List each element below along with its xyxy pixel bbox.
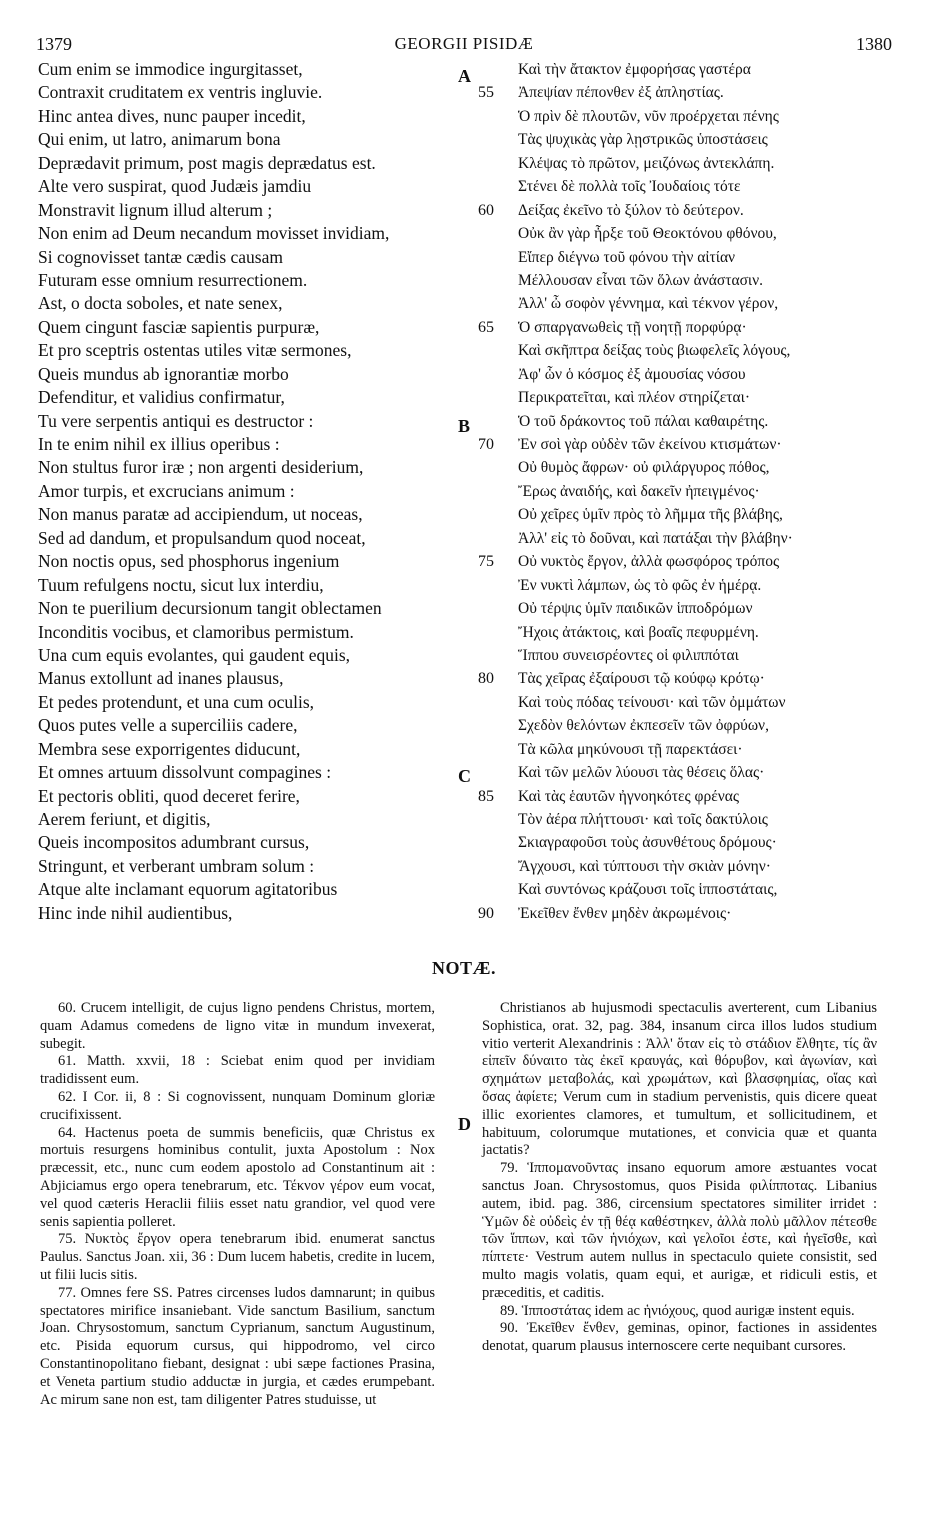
note-paragraph: 79. Ἱππομανοῦντας insano equorum amore æstuantes vocat sanctus Joan. Chrysostomus, quos Pisida φιλίππoτας. Libanius autem, ibid. pag. 386, circensium spectatores similiter irridet : Ὑμῶν δὲ οὐδεὶς ἐν τῇ θέᾳ καθέστηκεν, ἀλλὰ πολὺ μᾶλλον πέτεσθε τῶν ἵππων, καὶ τῶν ἡνιόχων, καὶ γελοῖοι ἐστε, καὶ ἡγεῖσθε, καὶ πίπτετε· Vestrum autem nullus in spectaculo quiete consistit, sed multo magis volatis, quam equi, et aurigæ, et ridiculi estis, et præceditis, et caditis. <box>482 1160 877 1301</box>
greek-line <box>478 785 898 808</box>
line-number: 90 <box>478 904 494 922</box>
latin-line: Non enim ad Deum necandum movisset invidiam, <box>38 223 390 244</box>
note-paragraph: Christianos ab hujusmodi spectaculis averterent, cum Libanius Sophistica, orat. 32, pag. 384, insanum circa illos ludos studium vitio verterit Alexandrinis : Ἀλλ' ὅταν εἰς τὸ στάδιον ἔλθητε, τίς ἂν εἰπεῖν δύναιτο τὰς ἐκεῖ κραυγάς, καὶ θόρυβον, καὶ ἀγωνίαν, καὶ σχημάτων μεταβολάς, καὶ χρωμάτων, καὶ βλασφημίας, οἵας καὶ ὅσας ἀφίετε; Verum cum in stadium pervenistis, quis dicere queat illic exorientes clamores, et tumultum, et sollicitudinem, et habituum, colorumque mutationes, et convicia quæ et quanta jactatis? <box>482 1000 877 1159</box>
greek-line <box>478 128 898 151</box>
latin-line: Si cognovisset tantæ cædis causam <box>38 246 283 267</box>
latin-line: Cum enim se immodice ingurgitasset, <box>38 59 303 79</box>
greek-line <box>478 480 898 503</box>
note-paragraph: 60. Crucem intelligit, de cujus ligno pendens Christus, mortem, quam Adamus comedens de ligno vitæ in mundum invexerat, subegit. <box>40 1000 435 1052</box>
greek-line <box>478 363 898 386</box>
greek-verse: Σκιαγραφοῦσι τοὺς ἀσυνθέτους δρόμους· <box>518 834 777 852</box>
greek-line <box>478 738 898 761</box>
greek-verse: Ἐν σοὶ γὰρ οὐδὲν τῶν ἐκείνου κτισμάτων· <box>518 436 782 453</box>
line-number: 60 <box>478 201 494 219</box>
greek-verse: Μέλλουσαν εἶναι τῶν ὅλων ἀνάστασιν. <box>518 271 763 289</box>
greek-verse: Καὶ συντόνως κράζουσι τοῖς ἱπποστάταις, <box>518 881 778 899</box>
greek-line <box>478 878 898 901</box>
note-paragraph: 75. Νυκτὸς ἔργον opera tenebrarum ibid. enumerat sanctus Paulus. Sanctus Joan. xii, 36 : Dum lucem habetis, credite in lucem, ut filii lucis sitis. <box>40 1231 435 1283</box>
greek-line <box>478 222 898 245</box>
latin-line: Et pro sceptris ostentas utiles vitæ sermones, <box>38 340 352 361</box>
line-number: 85 <box>478 787 494 805</box>
greek-verse: Ὁ τοῦ δράκοντος τοῦ πάλαι καθαιρέτης. <box>518 412 769 430</box>
greek-verse: Οὐκ ἂν γὰρ ἦρξε τοῦ Θεοκτόνου φθόνου, <box>518 225 777 243</box>
greek-verse: Καὶ τῶν μελῶν λύουσι τὰς θέσεις ὅλας· <box>518 764 765 782</box>
greek-line <box>478 386 898 409</box>
latin-line: Futuram esse omnium resurrectionem. <box>38 269 308 290</box>
greek-line <box>478 574 898 597</box>
latin-line: Aerem feriunt, et digitis, <box>38 809 211 829</box>
greek-line <box>478 175 898 198</box>
latin-line: Tu vere serpentis antiqui es destructor : <box>38 410 314 431</box>
greek-verse: Καὶ τοὺς πόδας τείνουσι· καὶ τῶν ὀμμάτων <box>518 693 786 711</box>
greek-verse: Εἴπερ διέγνω τοῦ φόνου τὴν αἰτίαν <box>518 248 736 266</box>
greek-line <box>478 902 898 925</box>
latin-line: Defenditur, et validius confirmatur, <box>38 387 285 408</box>
note-paragraph: 77. Omnes fere SS. Patres circenses ludos damnarunt; in quibus spectatores mirifice insaniebant. Vide sanctum Basilium, sanctum Joan. Chrysostomum, sanctum Cyprianum, sanctum Augustinum, etc. Pisida equorum cursus, qui hippodromo, vel circo Constantinopolitano fiebant, designat : ubi sæpe factiones Prasina, et Veneta partium studio adductæ in jurgia, et cædes erumpebant. Ac mirum sane non est, tam diligenter Patres studuisse, ut <box>40 1284 435 1408</box>
greek-verse: Ἀλλ' ὦ σοφὸν γέννημα, καὶ τέκνον γέρον, <box>518 295 779 313</box>
line-number: 55 <box>478 84 494 102</box>
latin-line: Et omnes artuum dissolvunt compagines : <box>38 762 332 783</box>
greek-verse: Οὐ νυκτὸς ἔργον, ἀλλὰ φωσφόρος τρόπος <box>518 553 780 571</box>
greek-verse: Δείξας ἐκεῖνο τὸ ξύλον τὸ δεύτερον. <box>518 201 744 219</box>
greek-verse: Οὐ χεῖρες ὑμῖν πρὸς τὸ λῆμμα τῆς βλάβης, <box>518 506 783 524</box>
greek-line <box>478 621 898 644</box>
greek-verse: Σχεδὸν θελόντων ἐκπεσεῖν τῶν ὀφρύων, <box>518 717 769 735</box>
latin-line: Queis incompositos adumbrant cursus, <box>38 832 310 853</box>
greek-verse: Τὰς ψυχικὰς γὰρ λῃστρικῶς ὑποστάσεις <box>518 131 768 149</box>
notes-column-left <box>40 1000 435 1409</box>
margin-marker-d: D <box>458 1114 471 1134</box>
greek-verse: Ἀλλ' εἰς τὸ δοῦναι, καὶ πατάξαι τὴν βλάβην· <box>518 529 793 547</box>
notes-column-right <box>482 1000 877 1356</box>
latin-line: Stringunt, et verberant umbram solum : <box>38 855 315 876</box>
greek-verse: Οὐ θυμὸς ἄφρων· οὐ φιλάργυρος πόθος, <box>518 459 770 477</box>
greek-verse: Ὁ πρὶν δὲ πλουτῶν, νῦν προέρχεται πένης <box>518 107 779 125</box>
greek-line <box>478 831 898 854</box>
latin-line: In te enim nihil ex illius operibus : <box>38 434 280 454</box>
latin-line: Monstravit lignum illud alterum ; <box>38 199 273 220</box>
note-paragraph: 89. Ἱπποστάτας idem ac ἡνιόχους, quod aurigæ instent equis. <box>500 1302 855 1319</box>
note-paragraph: 90. Ἐκεῖθεν ἔνθεν, geminas, opinor, factiones in assidentes denotat, quarum plausus internoscere certe nequibant cursores. <box>482 1320 877 1355</box>
greek-verse: Ἀφ' ὧν ὁ κόσμος ἐξ ἀμουσίας νόσου <box>518 365 746 383</box>
note-paragraph: 62. I Cor. ii, 8 : Si cognovissent, nunquam Dominum gloriæ crucifixissent. <box>40 1088 435 1123</box>
note-paragraph: 64. Hactenus poeta de summis beneficiis, quæ Christus ex mortuis resurgens hominibus contulit, juxta Apostolum : Nox præcessit, etc., nunc cum eodem apostolo ad Constantinum ait : Abjiciamus ergo opera tenebrarum, etc. Τέκνον γέρον eum vocat, vel quod cæteris Heraclii filiis esset natu grandior, vel quod vere senis sapientia polleret. <box>40 1124 435 1230</box>
page-number-right: 1380 <box>856 34 892 54</box>
latin-line: Sed ad dandum, et propulsandum quod noceat, <box>38 527 366 548</box>
greek-line <box>478 527 898 550</box>
greek-line <box>478 199 898 222</box>
notes-heading: NOTÆ. <box>431 958 496 978</box>
latin-line: Non manus paratæ ad accipiendum, ut noceas, <box>38 504 363 525</box>
greek-line <box>478 456 898 479</box>
greek-verse: Κλέψας τὸ πρῶτον, μειζόνως ἀντεκλάπη. <box>518 154 775 172</box>
latin-line: Atque alte inclamant equorum agitatoribus <box>38 879 338 900</box>
latin-line: Membra sese exporrigentes diducunt, <box>38 738 301 759</box>
greek-line <box>478 714 898 737</box>
latin-line: Contraxit cruditatem ex ventris ingluvie. <box>38 82 323 103</box>
greek-verse: Τὸν ἀέρα πλήττουσι· καὶ τοῖς δακτύλοις <box>518 811 768 828</box>
margin-marker-b: B <box>458 416 471 436</box>
running-title: GEORGII PISIDÆ <box>394 34 534 53</box>
latin-line: Qui enim, ut latro, animarum bona <box>38 129 281 150</box>
latin-line: Quos putes velle a superciliis cadere, <box>38 715 298 736</box>
line-number: 65 <box>478 318 494 336</box>
greek-verse: Ἵππου συνεισρέοντες οἱ φιλιππόται <box>518 646 739 664</box>
greek-verse: Ὁ σπαργανωθεὶς τῇ νοητῇ πορφύρᾳ· <box>518 318 747 336</box>
greek-line <box>478 808 898 831</box>
line-number: 80 <box>478 670 494 688</box>
margin-marker-c: C <box>458 766 471 786</box>
greek-line <box>478 855 898 878</box>
greek-verse: Ἀπεψίαν πέπονθεν ἐξ ἀπληστίας. <box>518 84 724 102</box>
latin-line: Alte vero suspirat, quod Judæis jamdiu <box>38 176 312 197</box>
greek-line <box>478 105 898 128</box>
note-paragraph: 61. Matth. xxvii, 18 : Sciebat enim quod per invidiam tradidissent eum. <box>40 1053 435 1088</box>
latin-line: Tuum refulgens noctu, sicut lux interdiu, <box>38 574 324 595</box>
greek-line <box>478 152 898 175</box>
latin-line: Non noctis opus, sed phosphorus ingenium <box>38 551 340 572</box>
greek-verse: Καὶ σκῆπτρα δείξας τοὺς βιωφελεῖς λόγους, <box>518 342 791 360</box>
greek-line <box>478 644 898 667</box>
greek-verse: Καὶ τὴν ἄτακτον ἐμφορήσας γαστέρα <box>518 61 751 78</box>
greek-verse: Ἄγχουσι, καὶ τύπτουσι τὴν σκιὰν μόνην· <box>518 857 771 875</box>
greek-verse: Στένει δὲ πολλὰ τοῖς Ἰουδαίοις τότε <box>518 178 741 196</box>
greek-line <box>478 339 898 362</box>
margin-marker-a: A <box>458 66 471 86</box>
greek-line <box>478 503 898 526</box>
latin-translation-column <box>38 58 458 925</box>
latin-line: Manus extollunt ad inanes plausus, <box>38 668 284 689</box>
latin-line: Non te puerilium decursionum tangit oblectamen <box>38 598 382 619</box>
latin-line: Inconditis vocibus, et clamoribus permistum. <box>38 621 354 642</box>
greek-verse: Ἐκεῖθεν ἔνθεν μηδὲν ἀκρωμένοις· <box>518 904 732 922</box>
greek-line <box>478 316 898 339</box>
greek-verse: Ἔρως ἀναιδής, καὶ δακεῖν ἠπειγμένος· <box>518 482 760 500</box>
latin-line: Et pectoris obliti, quod deceret ferire, <box>38 785 300 806</box>
greek-line <box>478 58 898 81</box>
greek-line <box>478 597 898 620</box>
latin-line: Non stultus furor iræ ; non argenti desiderium, <box>38 457 364 478</box>
latin-line: Amor turpis, et excrucians animum : <box>38 480 295 501</box>
greek-text-column <box>478 58 898 925</box>
latin-line: Hinc antea dives, nunc pauper incedit, <box>38 105 306 126</box>
latin-line: Quem cingunt fasciæ sapientis purpuræ, <box>38 316 320 337</box>
greek-verse: Τὰς χεῖρας ἐξαίρουσι τῷ κούφῳ κρότῳ· <box>518 670 765 688</box>
greek-line <box>478 410 898 433</box>
greek-line <box>478 269 898 292</box>
page-number-left: 1379 <box>36 34 72 54</box>
greek-verse: Περικρατεῖται, καὶ πλέον στηρίζεται· <box>518 389 750 407</box>
line-number: 70 <box>478 436 494 453</box>
greek-line <box>478 292 898 315</box>
greek-line <box>478 691 898 714</box>
greek-verse: Τὰ κῶλα μηκύνουσι τῇ παρεκτάσει· <box>518 740 743 758</box>
greek-verse: Ἤχοις ἀτάκτοις, καὶ βοαῖς πεφυρμένη. <box>518 623 759 641</box>
latin-line: Et pedes protendunt, et una cum oculis, <box>38 691 315 712</box>
line-number: 75 <box>478 553 494 571</box>
greek-line <box>478 433 898 456</box>
greek-line <box>478 761 898 784</box>
latin-line: Deprædavit primum, post magis deprædatus est. <box>38 152 376 173</box>
latin-line: Ast, o docta soboles, et nate senex, <box>38 293 283 314</box>
greek-verse: Ἐν νυκτὶ λάμπων, ὡς τὸ φῶς ἐν ἡμέρᾳ. <box>518 576 762 594</box>
greek-line <box>478 81 898 104</box>
latin-line: Una cum equis evolantes, qui gaudent equis, <box>38 644 351 665</box>
latin-line: Hinc inde nihil audientibus, <box>38 902 233 923</box>
greek-line <box>478 550 898 573</box>
greek-verse: Οὐ τέρψις ὑμῖν παιδικῶν ἱπποδρόμων <box>518 600 753 618</box>
greek-line <box>478 246 898 269</box>
greek-verse: Καὶ τὰς ἑαυτῶν ἠγνοηκότες φρένας <box>518 787 740 805</box>
latin-line: Queis mundus ab ignorantiæ morbo <box>38 363 289 384</box>
greek-line <box>478 667 898 690</box>
